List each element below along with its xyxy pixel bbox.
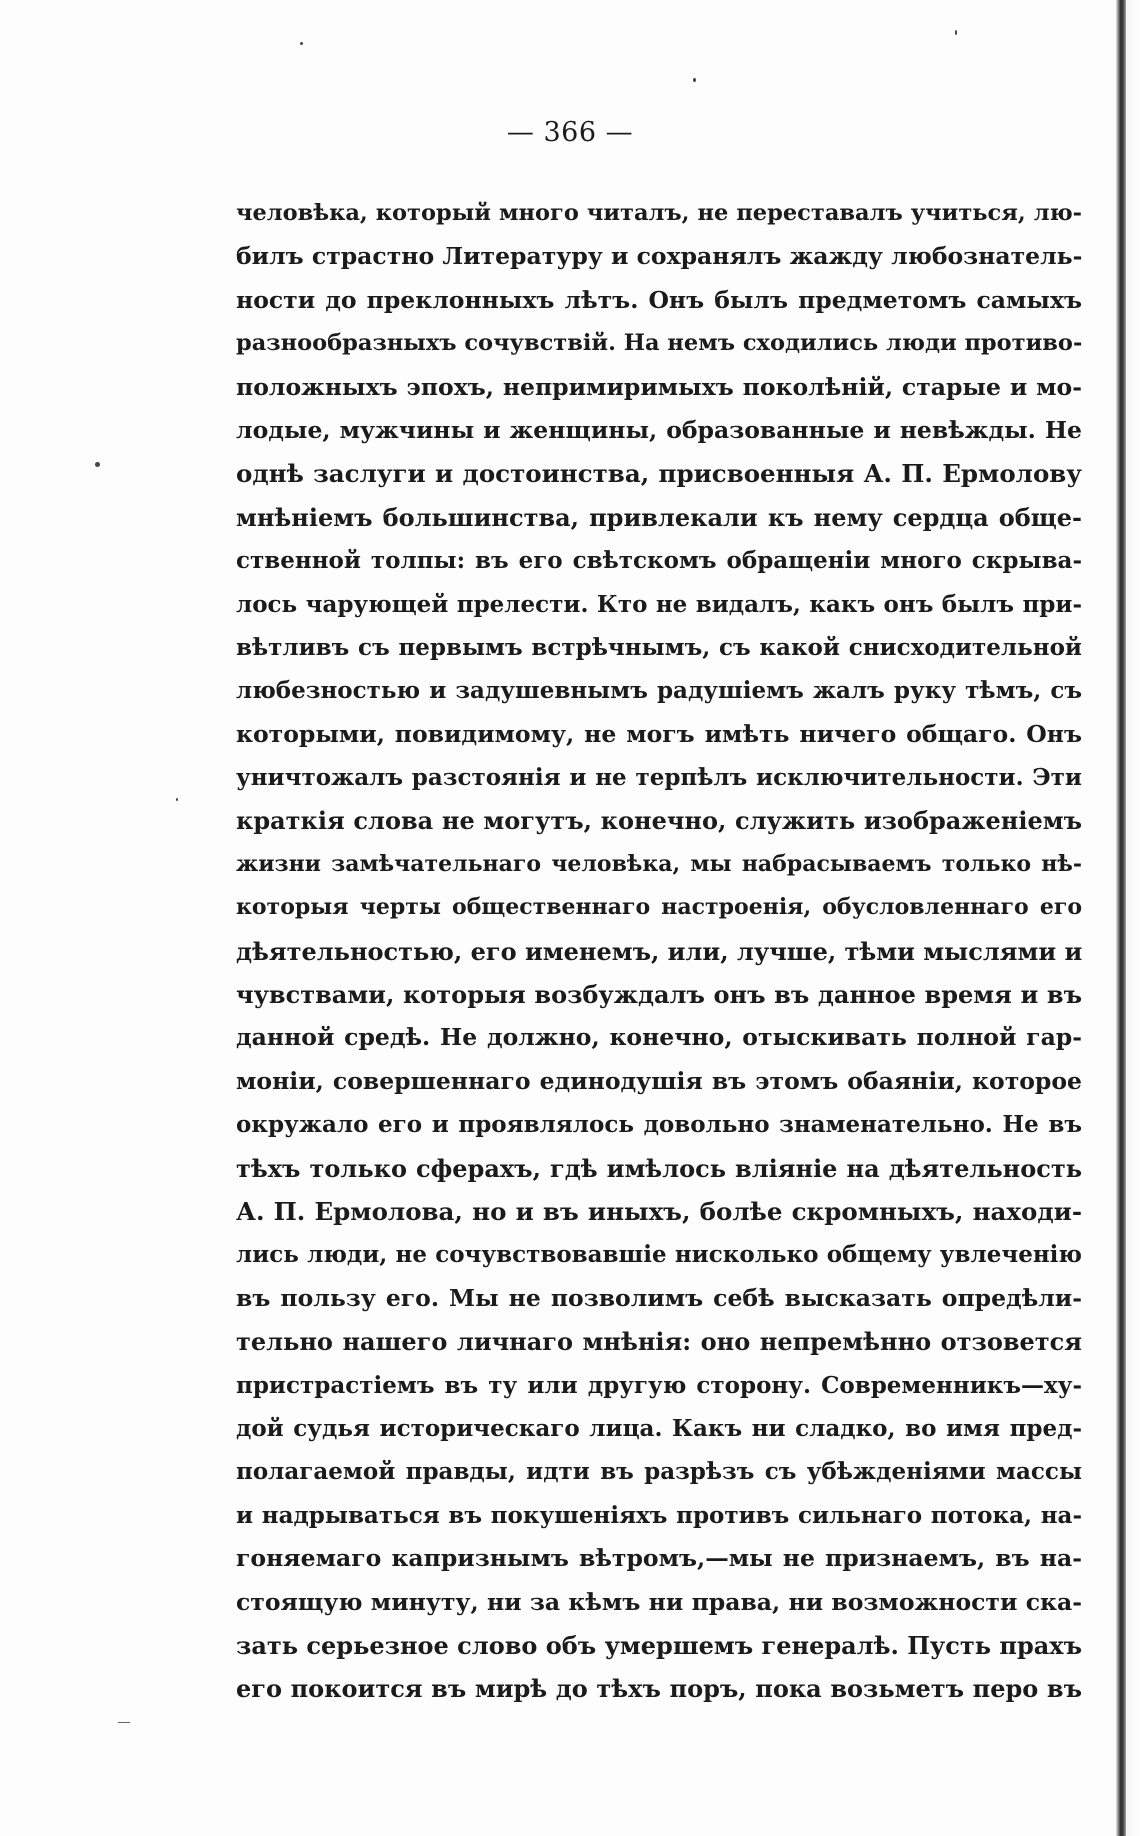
text-line: уничтожалъ разстоянія и не терпѣлъ исключительности. Эти [236, 764, 1082, 792]
text-line: полагаемой правды, идти въ разрѣзъ съ убѣжденіями массы [236, 1458, 1082, 1486]
scan-speck [300, 42, 303, 45]
scan-speck [176, 798, 178, 801]
scan-speck [693, 78, 696, 82]
text-line: лось чарующей прелести. Кто не видалъ, какъ онъ былъ при- [236, 590, 1082, 618]
page-edge-shadow [1126, 0, 1140, 1836]
text-line: дой судья историческаго лица. Какъ ни сладко, во имя пред- [236, 1414, 1082, 1442]
text-line: вѣтливъ съ первымъ встрѣчнымъ, съ какой снисходительной [236, 633, 1082, 661]
text-line: лодые, мужчины и женщины, образованные и невѣжды. Не [236, 415, 1082, 444]
text-line: дѣятельностью, его именемъ, или, лучше, тѣми мыслями и [236, 936, 1082, 966]
scan-mark [118, 1722, 130, 1723]
text-line: тѣхъ только сферахъ, гдѣ имѣлось вліяніе на дѣятельность [236, 1153, 1082, 1183]
text-line: моніи, совершеннаго единодушія въ этомъ обаяніи, которое [236, 1066, 1082, 1095]
text-line: которыя черты общественнаго настроенія, обусловленнаго его [236, 894, 1082, 921]
text-line: однѣ заслуги и достоинства, присвоенныя А. П. Ермолову [236, 459, 1082, 489]
text-line: ности до преклонныхъ лѣтъ. Онъ былъ предметомъ самыхъ [236, 285, 1082, 314]
text-line: мнѣніемъ большинства, привлекали къ нему сердца обще- [236, 502, 1082, 532]
text-line: жизни замѣчательнаго человѣка, мы набрасываемъ только нѣ- [236, 850, 1082, 877]
scan-speck [95, 462, 100, 467]
text-line: стоящую минуту, ни за кѣмъ ни права, ни возможности ска- [236, 1587, 1082, 1616]
text-line: гоняемаго капризнымъ вѣтромъ,—мы не признаемъ, въ на- [236, 1544, 1082, 1573]
text-line: любезностью и задушевнымъ радушіемъ жалъ руку тѣмъ, съ [236, 677, 1082, 705]
text-line: разнообразныхъ сочувствій. На немъ сходились люди противо- [236, 330, 1082, 357]
text-line: лись люди, не сочувствовавшіе нисколько общему увлеченію [236, 1241, 1082, 1269]
text-line: его покоится въ мирѣ до тѣхъ поръ, пока возьметъ перо въ [236, 1674, 1082, 1704]
page-number [0, 117, 1140, 148]
text-line: пристрастіемъ въ ту или другую сторону. Современникъ—ху- [236, 1371, 1082, 1399]
body-text [236, 192, 1082, 1711]
text-line: которыми, повидимому, не могъ имѣть ничего общаго. Онъ [236, 719, 1082, 748]
text-line: А. П. Ермолова, но и въ иныхъ, болѣе скромныхъ, находи- [236, 1196, 1082, 1226]
text-line: въ пользу его. Мы не позволимъ себѣ высказать опредѣли- [236, 1283, 1082, 1312]
text-line: билъ страстно Литературу и сохранялъ жажду любознатель- [236, 242, 1082, 271]
text-line: человѣка, который много читалъ, не переставалъ учиться, лю- [236, 200, 1082, 226]
text-line: и надрываться въ покушеніяхъ противъ сильнаго потока, на- [236, 1501, 1082, 1529]
page-number-text: — 366 — [506, 117, 634, 148]
text-line: положныхъ эпохъ, непримиримыхъ поколѣній, старые и мо- [236, 372, 1082, 401]
text-line: краткія слова не могутъ, конечно, служить изображеніемъ [236, 806, 1082, 836]
text-line: чувствами, которыя возбуждалъ онъ въ данное время и въ [236, 980, 1082, 1010]
scan-speck [955, 30, 957, 35]
text-line: тельно нашего личнаго мнѣнія: оно непремѣнно отзовется [236, 1327, 1082, 1357]
text-line: зать серьезное слово объ умершемъ генералѣ. Пусть прахъ [236, 1630, 1082, 1660]
text-line: ственной толпы: въ его свѣтскомъ обращеніи много скрыва- [236, 547, 1082, 575]
page-binding-edge [1116, 0, 1126, 1836]
text-line: окружало его и проявлялось довольно знаменательно. Не въ [236, 1111, 1082, 1139]
text-line: данной средѣ. Не должно, конечно, отыскивать полной гар- [236, 1023, 1082, 1052]
